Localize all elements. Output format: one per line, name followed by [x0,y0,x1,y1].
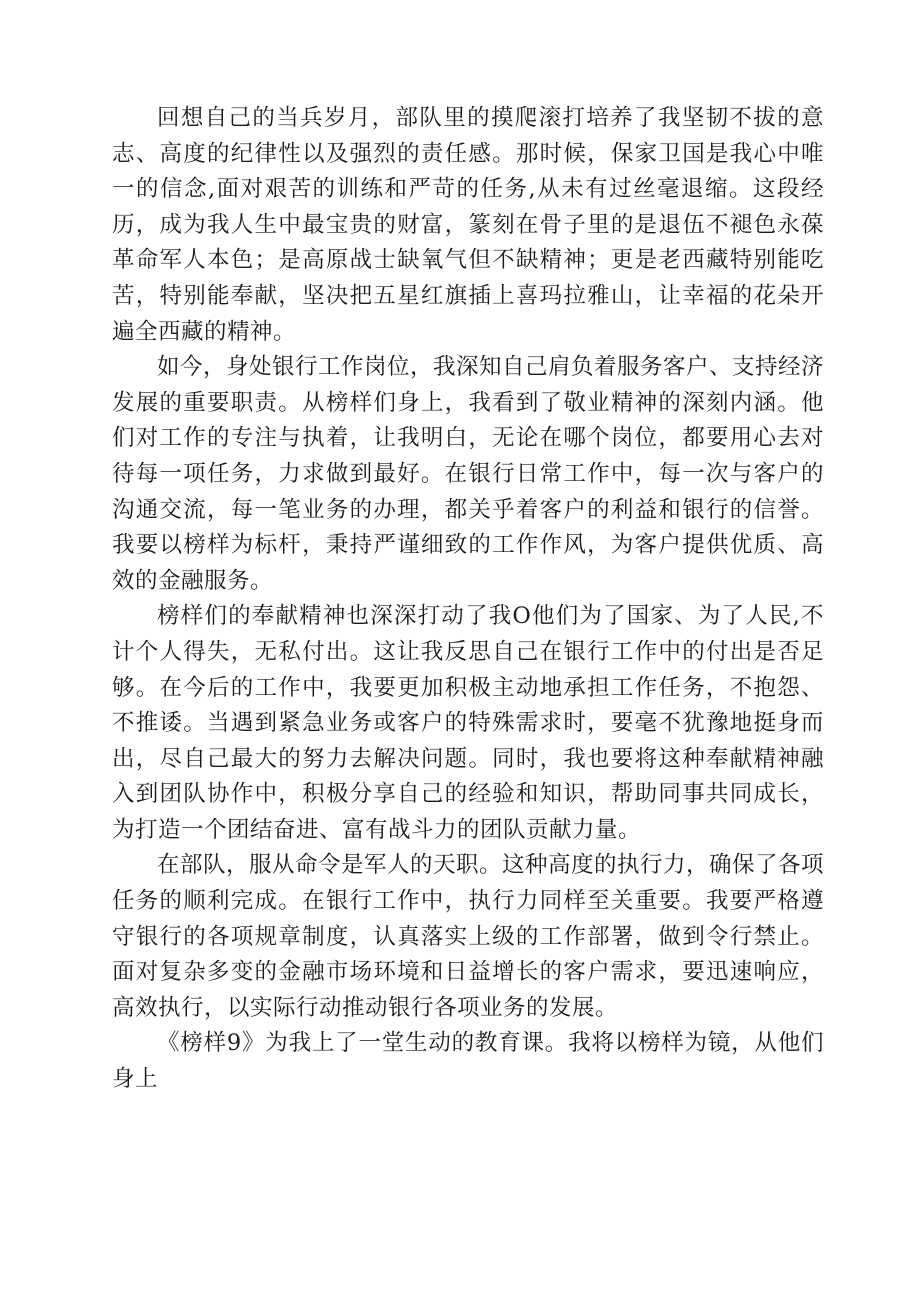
paragraph-bank-duties: 如今，身处银行工作岗位，我深知自己肩负着服务客户、支持经济发展的重要职责。从榜样们身上，我看到了敬业精神的深刻内涵。他们对工作的专注与执着，让我明白，无论在哪个岗位，都要用心去对待每一项任务，力求做到最好。在银行日常工作中，每一次与客户的沟通交流，每一笔业务的办理，都关乎着客户的利益和银行的信誉。我要以榜样为标杆，秉持严谨细致的工作作风，为客户提供优质、高效的金融服务。 [112,354,825,594]
paragraph-execution: 在部队，服从命令是军人的天职。这种高度的执行力，确保了各项任务的顺利完成。在银行工作中，执行力同样至关重要。我要严格遵守银行的各项规章制度，认真落实上级的工作部署，做到令行禁止。面对复杂多变的金融市场环境和日益增长的客户需求，要迅速响应，高效执行，以实际行动推动银行各项业务的发展。 [112,852,825,1021]
paragraph-army-years: 回想自己的当兵岁月，部队里的摸爬滚打培养了我坚韧不拔的意志、高度的纪律性以及强烈的责任感。那时候，保家卫国是我心中唯一的信念,面对艰苦的训练和严苛的任务,从未有过丝毫退缩。这段经历，成为我人生中最宝贵的财富，篆刻在骨子里的是退伍不褪色永葆革命军人本色；是高原战士缺氧气但不缺精神；更是老西藏特别能吃苦，特别能奉献，坚决把五星红旗插上喜玛拉雅山，让幸福的花朵开遍全西藏的精神。 [112,105,824,345]
paragraph-dedication: 榜样们的奉献精神也深深打动了我O他们为了国家、为了人民,不计个人得失，无私付出。这让我反思自己在银行工作中的付出是否足够。在今后的工作中，我要更加积极主动地承担工作任务，不抱怨、不推诿。当遇到紧急业务或客户的特殊需求时，要毫不犹豫地挺身而出，尽自己最大的努力去解决问题。同时，我也要将这种奉献精神融入到团队协作中，积极分享自己的经验和知识，帮助同事共同成长，为打造一个团结奋进、富有战斗力的团队贡献力量。 [112,603,824,843]
document-body [112,101,824,1098]
paragraph-role-model-lesson: 《榜样9》为我上了一堂生动的教育课。我将以榜样为镜，从他们身上 [112,1030,824,1093]
